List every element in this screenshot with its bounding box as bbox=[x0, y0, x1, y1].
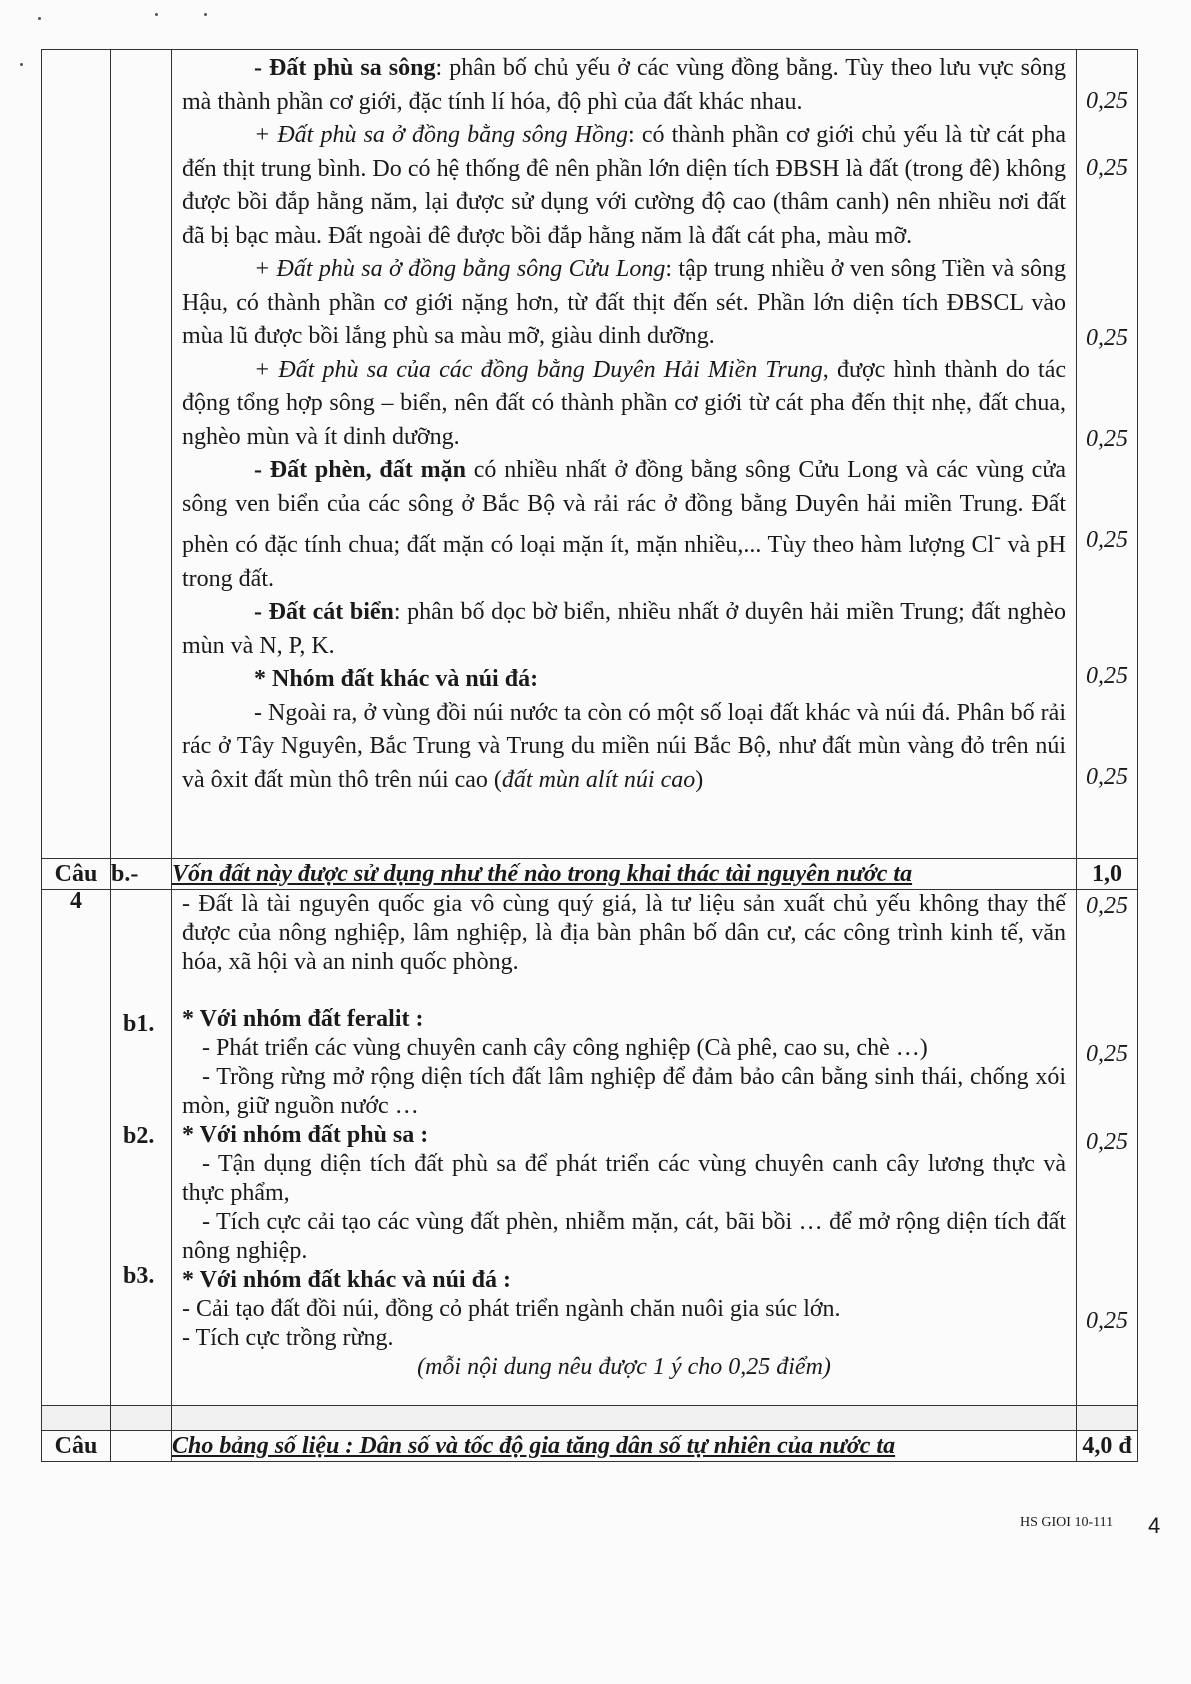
saline-soil-tail: và pH trong đất. bbox=[182, 532, 1067, 592]
b1-item: - Trồng rừng mở rộng diện tích đất lâm nghiệp để đảm bảo cân bằng sinh thái, chống xói mòn, giữ nguồn nước … bbox=[182, 1064, 1066, 1119]
answer-table bbox=[41, 49, 1138, 1462]
score: 0,25 bbox=[1086, 155, 1128, 181]
question4-label: Câu bbox=[42, 859, 111, 890]
part-cell-empty bbox=[111, 50, 172, 859]
question4-number: 4 bbox=[42, 890, 111, 1406]
saline-soil-label: - Đất phèn, đất mặn bbox=[254, 457, 466, 483]
score: 0,25 bbox=[1086, 1308, 1128, 1334]
page-number: 4 bbox=[1148, 1513, 1161, 1538]
scoring-note: (mỗi nội dung nêu được 1 ý cho 0,25 điểm) bbox=[417, 1354, 831, 1380]
score: 0,25 bbox=[1086, 663, 1128, 689]
b3-label: b3. bbox=[123, 1263, 155, 1289]
spacer-cell bbox=[111, 1406, 172, 1431]
saline-soil-text: có nhiều nhất ở đồng bằng sông Cửu Long và các vùng cửa sông ven biển của các sông ở Bắc Bộ và rải rác ở đồng bằng Duyên hải miền Trung. Đất phèn có đặc tính chua; đất mặn có loại mặn ít, mặn nhiều,... Tùy theo hàm lượng Cl bbox=[182, 457, 1066, 558]
question4-max-score: 1,0 bbox=[1077, 859, 1138, 890]
score: 0,25 bbox=[1086, 527, 1128, 553]
exam-code: HS GIOI 10-111 bbox=[1020, 1515, 1114, 1530]
question4-intro: - Đất là tài nguyên quốc gia vô cùng quý giá, là tư liệu sản xuất chủ yếu không thay thế được của nông nghiệp, lâm nghiệp, là địa bàn phân bố dân cư, các công trình kinh tế, văn hóa, xã hội và an ninh quốc phòng. bbox=[182, 891, 1066, 975]
question4-content bbox=[172, 890, 1077, 1406]
score: 0,25 bbox=[1086, 1041, 1128, 1067]
chloride-superscript: - bbox=[994, 526, 1001, 548]
red-river-text: : có thành phần cơ giới chủ yếu là từ cát pha đến thịt trung bình. Do có hệ thống đê nên phần lớn diện tích ĐBSH là đất (trong đê) không được bồi đắp hằng năm, lại được sử dụng với cường độ cao (thâm canh) nên nhiều nơi đất đã bị bạc màu. Đất ngoài đê được bồi đắp hằng năm là đất cát pha, màu mỡ. bbox=[182, 122, 1067, 249]
spacer-cell bbox=[172, 1406, 1077, 1431]
b1-heading: * Với nhóm đất feralit : bbox=[182, 1006, 424, 1032]
alluvial-soil-label: - Đất phù sa sông bbox=[254, 55, 436, 81]
score: 0,25 bbox=[1086, 764, 1128, 790]
question-cell-empty bbox=[42, 50, 111, 859]
other-soil-italic: đất mùn alít núi cao bbox=[501, 766, 696, 793]
central-coast-label: + Đất phù sa của các đồng bằng Duyên Hải Miền Trung bbox=[254, 356, 823, 383]
mekong-label: + Đất phù sa ở đồng bằng sông Cửu Long bbox=[254, 256, 666, 282]
question5-max-score: 4,0 đ bbox=[1077, 1431, 1138, 1462]
question5-label: Câu bbox=[42, 1431, 111, 1462]
b2-heading: * Với nhóm đất phù sa : bbox=[182, 1122, 429, 1148]
question4-part-label: b.- bbox=[111, 859, 172, 890]
central-coast-text: , được hình thành do tác động tổng hợp sông – biển, nên đất có thành phần cơ giới từ cát pha đến thịt nhẹ, đất chua, nghèo mùn và ít dinh dưỡng. bbox=[182, 356, 1066, 450]
question4-scores bbox=[1077, 890, 1138, 1406]
question4-heading: Vốn đất này được sử dụng như thế nào trong khai thác tài nguyên nước ta bbox=[172, 859, 1077, 890]
question5-heading: Cho bảng số liệu : Dân số và tốc độ gia tăng dân số tự nhiên của nước ta bbox=[172, 1431, 1077, 1462]
mekong-text: : tập trung nhiều ở ven sông Tiền và sông Hậu, có thành phần cơ giới nặng hơn, từ đất thịt đến sét. Phần lớn diện tích ĐBSCL vào mùa lũ được bồi lắng phù sa màu mỡ, giàu dinh dưỡng. bbox=[182, 256, 1066, 349]
alluvial-soil-text: : phân bố chủ yếu ở các vùng đồng bằng. Tùy theo lưu vực sông mà thành phần cơ giới, đặc tính lí hóa, độ phì của đất khác nhau. bbox=[182, 55, 1067, 115]
b2-item: - Tích cực cải tạo các vùng đất phèn, nhiễm mặn, cát, bãi bồi … để mở rộng diện tích đất nông nghiệp. bbox=[182, 1209, 1066, 1264]
other-soil-text: - Ngoài ra, ở vùng đồi núi nước ta còn có một số loại đất khác và núi đá. Phân bố rải rác ở Tây Nguyên, Bắc Trung và Trung du miền núi Bắc Bộ, như đất mùn vàng đỏ trên núi và ôxit đất mùn thô trên núi cao ( bbox=[182, 699, 1066, 793]
b3-item: - Cải tạo đất đồi núi, đồng cỏ phát triển ngành chăn nuôi gia súc lớn. bbox=[182, 1296, 841, 1322]
b3-item: - Tích cực trồng rừng. bbox=[182, 1325, 394, 1351]
soil-types-content bbox=[172, 50, 1077, 859]
question4-heading-row bbox=[42, 859, 1138, 890]
soil-types-scores bbox=[1077, 50, 1138, 859]
question5-part-empty bbox=[111, 1431, 172, 1462]
other-soil-tail: ) bbox=[695, 766, 704, 793]
score: 0,25 bbox=[1086, 325, 1128, 351]
score: 0,25 bbox=[1086, 426, 1128, 452]
spacer-row bbox=[42, 1406, 1138, 1431]
question4-body-row bbox=[42, 890, 1138, 1406]
spacer-cell bbox=[1077, 1406, 1138, 1431]
question4-sublabels bbox=[111, 890, 172, 1406]
red-river-label: + Đất phù sa ở đồng bằng sông Hồng bbox=[254, 122, 629, 148]
score: 0,25 bbox=[1086, 88, 1128, 114]
b2-label: b2. bbox=[123, 1123, 155, 1149]
other-soil-heading: * Nhóm đất khác và núi đá: bbox=[254, 666, 539, 692]
score: 0,25 bbox=[1086, 893, 1128, 919]
b3-heading: * Với nhóm đất khác và núi đá : bbox=[182, 1267, 511, 1293]
b2-item: - Tận dụng diện tích đất phù sa để phát triển các vùng chuyên canh cây lương thực và thực phẩm, bbox=[182, 1151, 1066, 1206]
soil-types-row bbox=[42, 50, 1138, 859]
b1-item: - Phát triển các vùng chuyên canh cây công nghiệp (Cà phê, cao su, chè …) bbox=[202, 1035, 928, 1061]
question5-heading-row bbox=[42, 1431, 1138, 1462]
spacer-cell bbox=[42, 1406, 111, 1431]
sandy-soil-text: : phân bố dọc bờ biển, nhiều nhất ở duyên hải miền Trung; đất nghèo mùn và N, P, K. bbox=[182, 599, 1066, 659]
score: 0,25 bbox=[1086, 1129, 1128, 1155]
sandy-soil-label: - Đất cát biển bbox=[254, 599, 394, 625]
b1-label: b1. bbox=[123, 1011, 155, 1037]
